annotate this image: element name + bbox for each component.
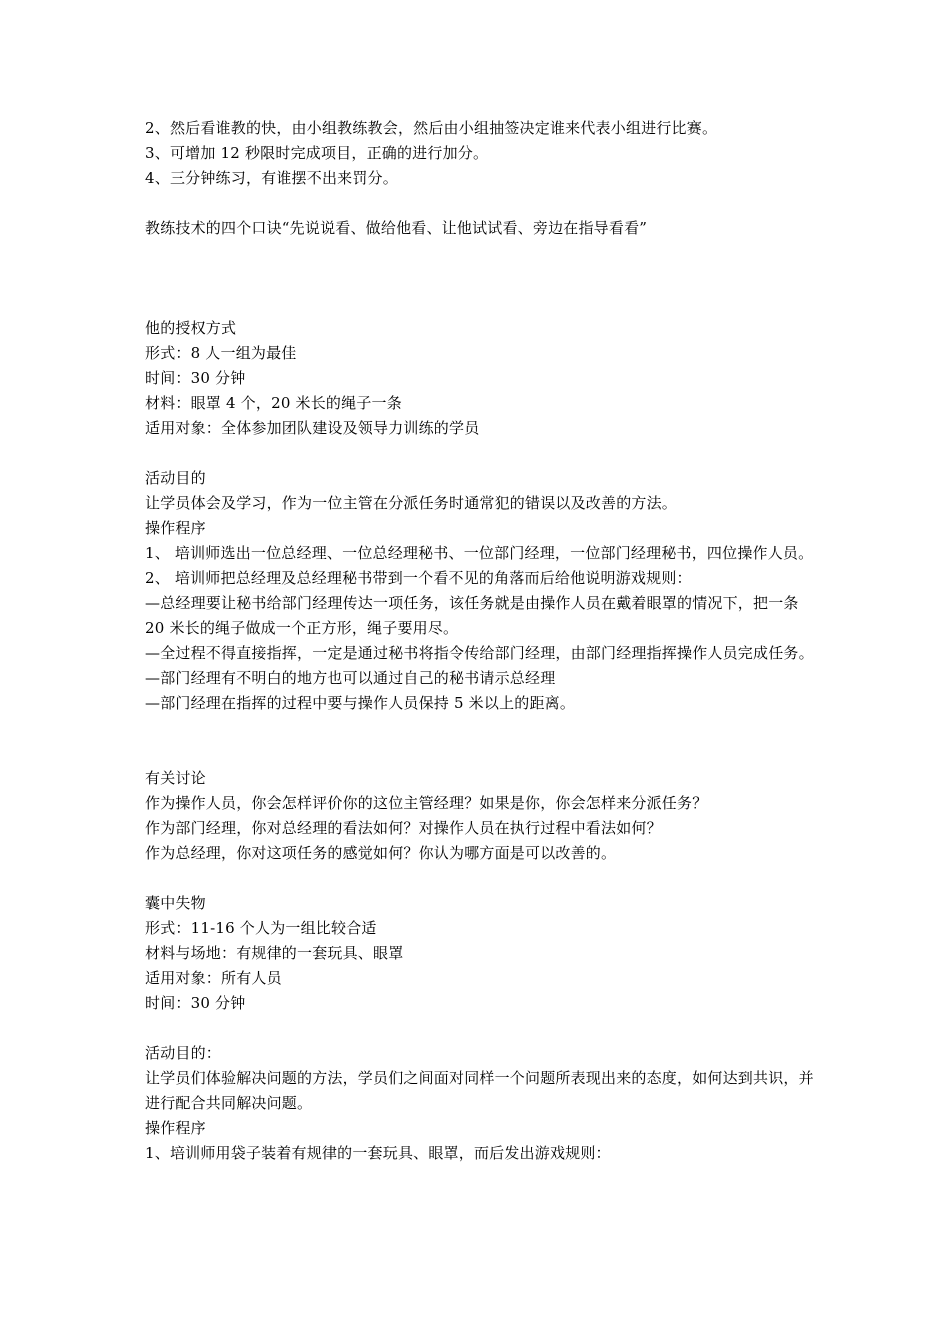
paragraph-step-4: 4、三分钟练习，有谁摆不出来罚分。 bbox=[145, 169, 398, 187]
paragraph-step-2: 2、然后看谁教的快，由小组教练教会，然后由小组抽签决定谁来代表小组进行比赛。 bbox=[145, 119, 718, 137]
game2-procedure-heading: 操作程序 bbox=[145, 1119, 206, 1137]
game2-audience: 适用对象：所有人员 bbox=[145, 969, 282, 987]
discussion-question-3: 作为总经理，你对这项任务的感觉如何？你认为哪方面是可以改善的。 bbox=[145, 844, 617, 862]
game1-step-2: 2、 培训师把总经理及总经理秘书带到一个看不见的角落而后给他说明游戏规则： bbox=[145, 569, 692, 587]
game1-rule-1: —总经理要让秘书给部门经理传达一项任务，该任务就是由操作人员在戴着眼罩的情况下，把一条 20 米长的绳子做成一个正方形，绳子要用尽。 bbox=[145, 594, 799, 637]
spacer bbox=[145, 191, 815, 216]
game1-form: 形式：8 人一组为最佳 bbox=[145, 344, 297, 362]
game1-rule-3: —部门经理有不明白的地方也可以通过自己的秘书请示总经理 bbox=[145, 669, 556, 687]
game2-materials: 材料与场地：有规律的一套玩具、眼罩 bbox=[145, 944, 404, 962]
game2-purpose-heading: 活动目的： bbox=[145, 1044, 222, 1062]
game2-title: 囊中失物 bbox=[145, 894, 206, 912]
game1-rule-2: —全过程不得直接指挥，一定是通过秘书将指令传给部门经理，由部门经理指挥操作人员完成任务。 bbox=[145, 644, 814, 662]
discussion-question-2: 作为部门经理，你对总经理的看法如何？对操作人员在执行过程中看法如何？ bbox=[145, 819, 662, 837]
discussion-heading: 有关讨论 bbox=[145, 769, 206, 787]
game2-step-1: 1、培训师用袋子装着有规律的一套玩具、眼罩，而后发出游戏规则： bbox=[145, 1144, 611, 1162]
paragraph-step-3: 3、可增加 12 秒限时完成项目，正确的进行加分。 bbox=[145, 144, 489, 162]
game1-procedure-heading: 操作程序 bbox=[145, 519, 206, 537]
spacer bbox=[145, 1016, 815, 1041]
document-body bbox=[145, 116, 815, 1166]
spacer bbox=[145, 441, 815, 466]
game1-audience: 适用对象：全体参加团队建设及领导力训练的学员 bbox=[145, 419, 480, 437]
game1-time: 时间：30 分钟 bbox=[145, 369, 246, 387]
game2-form: 形式：11-16 个人为一组比较合适 bbox=[145, 919, 377, 937]
spacer bbox=[145, 716, 815, 766]
game1-rule-4: —部门经理在指挥的过程中要与操作人员保持 5 米以上的距离。 bbox=[145, 694, 576, 712]
spacer bbox=[145, 241, 815, 316]
coaching-motto: 教练技术的四个口诀“先说说看、做给他看、让他试试看、旁边在指导看看” bbox=[145, 219, 648, 237]
game1-title: 他的授权方式 bbox=[145, 319, 237, 337]
game1-step-1: 1、 培训师选出一位总经理、一位总经理秘书、一位部门经理，一位部门经理秘书，四位操作人员。 bbox=[145, 544, 814, 562]
game1-purpose-heading: 活动目的 bbox=[145, 469, 206, 487]
game1-purpose: 让学员体会及学习，作为一位主管在分派任务时通常犯的错误以及改善的方法。 bbox=[145, 494, 678, 512]
game2-time: 时间：30 分钟 bbox=[145, 994, 246, 1012]
game1-materials: 材料：眼罩 4 个，20 米长的绳子一条 bbox=[145, 394, 402, 412]
game2-purpose: 让学员们体验解决问题的方法，学员们之间面对同样一个问题所表现出来的态度，如何达到共识，并进行配合共同解决问题。 bbox=[145, 1069, 814, 1112]
spacer bbox=[145, 866, 815, 891]
discussion-question-1: 作为操作人员，你会怎样评价你的这位主管经理？如果是你，你会怎样来分派任务？ bbox=[145, 794, 708, 812]
